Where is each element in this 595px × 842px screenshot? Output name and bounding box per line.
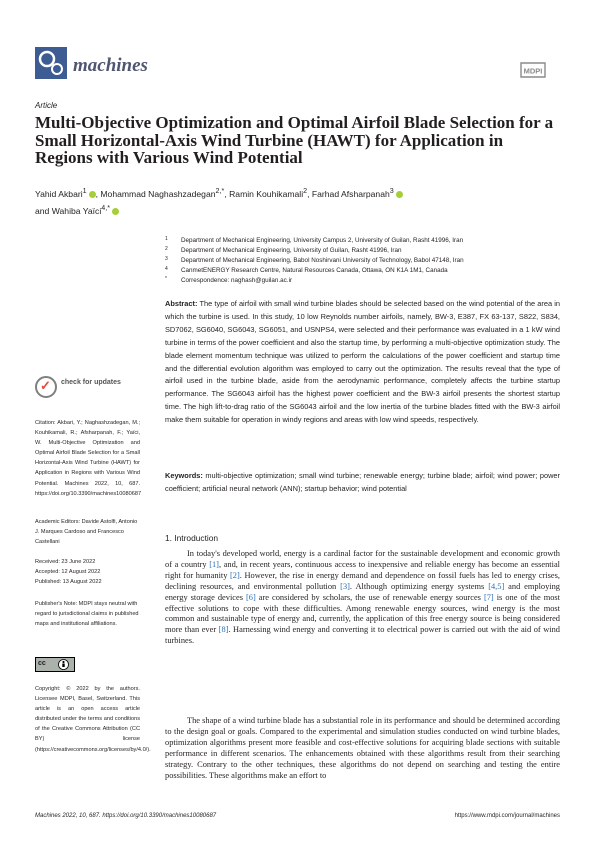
abstract-label: Abstract: xyxy=(165,299,198,308)
mdpi-logo xyxy=(518,60,548,80)
journal-logo xyxy=(35,47,67,79)
author[interactable]: Ramin Kouhikamali$^2$ xyxy=(229,187,308,199)
affiliation-item: 3 Department of Mechanical Engineering, Babol Noshirvani University of Technology, Babol 47148, Iran xyxy=(165,255,464,264)
received-date: Received: 23 June 2022 xyxy=(35,559,96,565)
keywords-text: multi-objective optimization; small wind turbine; renewable energy; turbine blade; airfoil; wind power; power coefficient; artificial neural network (ANN); startup behavior; wind potential xyxy=(165,471,560,493)
abstract xyxy=(165,298,560,427)
affiliation-item: 2 Department of Mechanical Engineering, University of Guilan, Rasht 41996, Iran xyxy=(165,245,402,254)
orcid-icon[interactable] xyxy=(112,208,119,215)
mdpi-logo-icon xyxy=(518,60,548,80)
article-title: Multi-Objective Optimization and Optimal Airfoil Blade Selection for a Small Horizontal-Axis Wind Turbine (HAWT) for Application in Regions with Various Wind Potential xyxy=(35,113,554,167)
keywords-label: Keywords: xyxy=(165,471,203,480)
citation-link[interactable]: [6] xyxy=(246,592,256,602)
publication-dates xyxy=(35,557,140,587)
citation-link[interactable]: [7] xyxy=(483,592,494,602)
gear-icon xyxy=(35,47,67,79)
accepted-date: Accepted: 12 August 2022 xyxy=(35,569,101,576)
author[interactable]: Yahid Akbari$^1$ xyxy=(35,189,96,199)
section-heading: 1. Introduction xyxy=(165,533,219,543)
academic-editors: Academic Editors: Davide Astolfi, Antonio J. Marques Cardoso and Francesco Castellani xyxy=(35,519,138,546)
citation-link[interactable]: [2] xyxy=(230,570,240,580)
publisher-note: Publisher's Note: MDPI stays neutral with regard to jurisdictional claims in published maps and institutional affiliations. xyxy=(35,601,139,628)
article-type: Article xyxy=(35,101,58,110)
author[interactable]: Farhad Afsharpanah$^3$ xyxy=(312,189,403,199)
citation-block: Citation: Akbari, Y.; Naghashzadegan, M.; Kouhikamali, R.; Afsharpanah, F.; Yaïci, W. Multi-Objective Optimization and Optimal Airfoil Blade Selection for a Small Horizontal-Axis Wind Turbine (HAWT) for Application in Regions with Various Wind Potential. Machines 2022, 10, 687. https://doi.org/10.3390/machines10080687 xyxy=(35,420,142,497)
citation-link[interactable]: [1] xyxy=(209,559,219,569)
checkmark-icon: ✓ xyxy=(40,378,51,393)
cc-label: cc xyxy=(38,660,46,667)
keywords xyxy=(165,470,560,496)
author[interactable]: Wahiba Yaïci$^{4,*}$ xyxy=(52,206,119,216)
citation-link[interactable]: [8] xyxy=(218,625,229,635)
author[interactable]: Mohammad Naghashzadegan$^{2,*}$ xyxy=(100,187,225,199)
correspondence: * Correspondence: naghash@guilan.ac.ir xyxy=(165,275,293,284)
publisher-name: MDPI xyxy=(523,66,543,76)
orcid-icon[interactable] xyxy=(396,191,403,198)
body-paragraph: In today's developed world, energy is a cardinal factor for the sustainable development and economic growth of a country [1], and, in recent years, continuous access to inexpensive and reliable energy has become an essential right for humanity [2]. However, the rise in energy demand and dependence on fossil fuels has led to energy crises, declining resources, and environmental pollution [3]. Although optimizing energy systems [4,5] and employing energy storage devices [6] are considered by scholars, the use of renewable energy sources [7] is one of the most effective solutions to cope with these difficulties. Among renewable energy sources, wind energy is the most common and sustainable type of energy and, currently, the application of this free energy source is being considered more than ever [8]. Harnessing wind energy and converting it to electrical power is carried out with the aid of wind turbines. xyxy=(165,549,561,646)
cc-by-license-icon[interactable] xyxy=(35,657,75,672)
affiliation-item: 4 CanmetENERGY Research Centre, Natural Resources Canada, Ottawa, ON K1A 1M1, Canada xyxy=(165,265,448,274)
check-updates-label: check for updates xyxy=(61,379,121,386)
body-paragraph: The shape of a wind turbine blade has a substantial role in its performance and should be determined according to the design goal or goals. Compared to the experimental and simulation studies conducted on wind turbine blades, optimization algorithms present more feasible and cost-effective solutions for acquiring blade sections with suitable performance in different scenarios. The enhancements obtained with these algorithms result from their searching strategy. Contrary to the other techniques, these algorithms do not depend on searching and testing the entire possibilities. These algorithms make an effort to xyxy=(165,716,560,780)
citation-link[interactable]: [3] xyxy=(340,581,350,591)
by-person-icon xyxy=(58,659,69,670)
published-date: Published: 13 August 2022 xyxy=(35,579,102,586)
abstract-text: The type of airfoil with small wind turbine blades should be selected based on the wind potential of the area in which the turbine is used. In this study, 10 low Reynolds number airfoils, namely, BW-3, E387, FX 63-137, S822, S834, SD7062, SG6040, SG6043, SG6051, and USNPS4, were selected and their performance was evaluated in a 1 kW wind turbine in terms of the power coefficient and also the startup time, by performing a multi-objective optimization study. The blade element momentum technique was utilized to perform the calculations of the power coefficient and startup time and the differential evolution algorithm was employed to carry out the optimization. The results reveal that the type of airfoil used in the turbine blade, aside from the aerodynamic performance, completely affects the turbine startup performance. The SG6043 airfoil has the highest power coefficient and the BW-3 airfoil presents the shortest startup time. The high lift-to-drag ratio of the SG6043 airfoil and the low inertia of the turbine blades fitted with the BW-3 airfoil make them suitable for operation in windy regions and areas with low wind speeds, respectively. xyxy=(165,299,561,425)
footer-journal-url[interactable]: https://www.mdpi.com/journal/machines xyxy=(454,813,560,819)
affiliation-item: 1 Department of Mechanical Engineering, University Campus 2, University of Guilan, Rasht 41996, Iran xyxy=(165,236,464,244)
check-for-updates-badge[interactable] xyxy=(35,376,140,400)
orcid-icon[interactable] xyxy=(89,191,96,198)
journal-name: machines xyxy=(73,55,148,76)
author-list: Yahid Akbari$^1$ , Mohammad Naghashzadegan$^{2,*}$, Ramin Kouhikamali$^2$, Farhad Afsharpanah$^3$ and Wahiba Yaïci$^{4,*}$ xyxy=(35,184,545,218)
footer-citation[interactable]: Machines 2022, 10, 687. https://doi.org/10.3390/machines10080687 xyxy=(35,813,217,819)
citation-link[interactable]: [4,5] xyxy=(488,581,505,591)
affiliations xyxy=(165,236,555,286)
copyright-notice: Copyright: © 2022 by the authors. Licensee MDPI, Basel, Switzerland. This article is an open access article distributed under the terms and conditions of the Creative Commons Attribution (CC BY) license (https://creativecommons.org/licenses/by/4.0/). xyxy=(35,686,151,753)
